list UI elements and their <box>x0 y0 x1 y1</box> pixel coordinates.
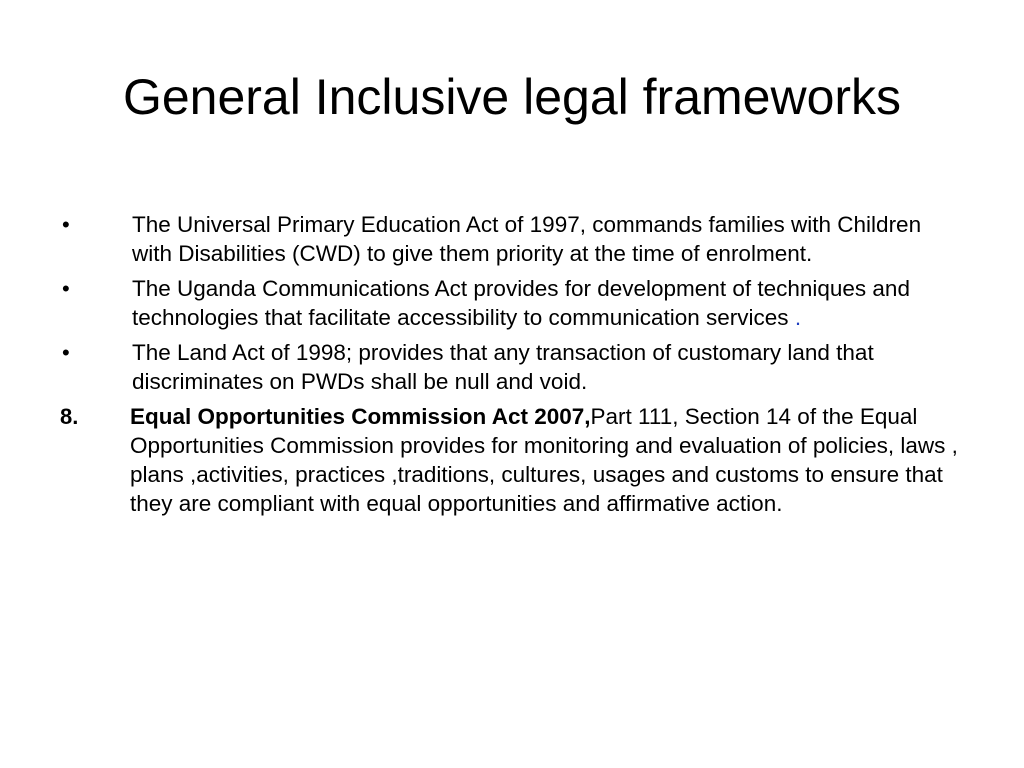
list-item-text: The Universal Primary Education Act of 1997, commands families with Children with Disabilities (CWD) to give them priority at the time of enrolment. <box>132 212 922 266</box>
list-item <box>60 210 960 268</box>
list-item-text: The Uganda Communications Act provides for development of techniques and technologies that facilitate accessibility to communication services <box>132 276 910 330</box>
bullet-marker: • <box>62 340 70 365</box>
list-item-text: The Land Act of 1998; provides that any transaction of customary land that discriminates on PWDs shall be null and void. <box>132 340 874 394</box>
trailing-period: . <box>794 305 802 330</box>
list-item-text: Part 111, Section 14 of the Equal Opportunities Commission provides for monitoring and evaluation of policies, laws , plans ,activities, practices ,traditions, cultures, usages and customs to ensure that they are compliant with equal opportunities and affirmative action. <box>130 404 958 516</box>
bullet-marker: • <box>62 212 70 237</box>
bullet-marker: • <box>62 276 70 301</box>
list-item <box>60 338 960 396</box>
number-marker: 8. <box>60 404 79 429</box>
slide-title: General Inclusive legal frameworks <box>122 69 902 125</box>
list-item <box>60 274 960 332</box>
bullet-list <box>60 210 960 524</box>
list-item-text-container <box>132 274 960 332</box>
act-name: Equal Opportunities Commission Act 2007, <box>130 404 591 429</box>
list-item-text-container <box>130 402 960 518</box>
list-item-numbered <box>60 402 960 518</box>
